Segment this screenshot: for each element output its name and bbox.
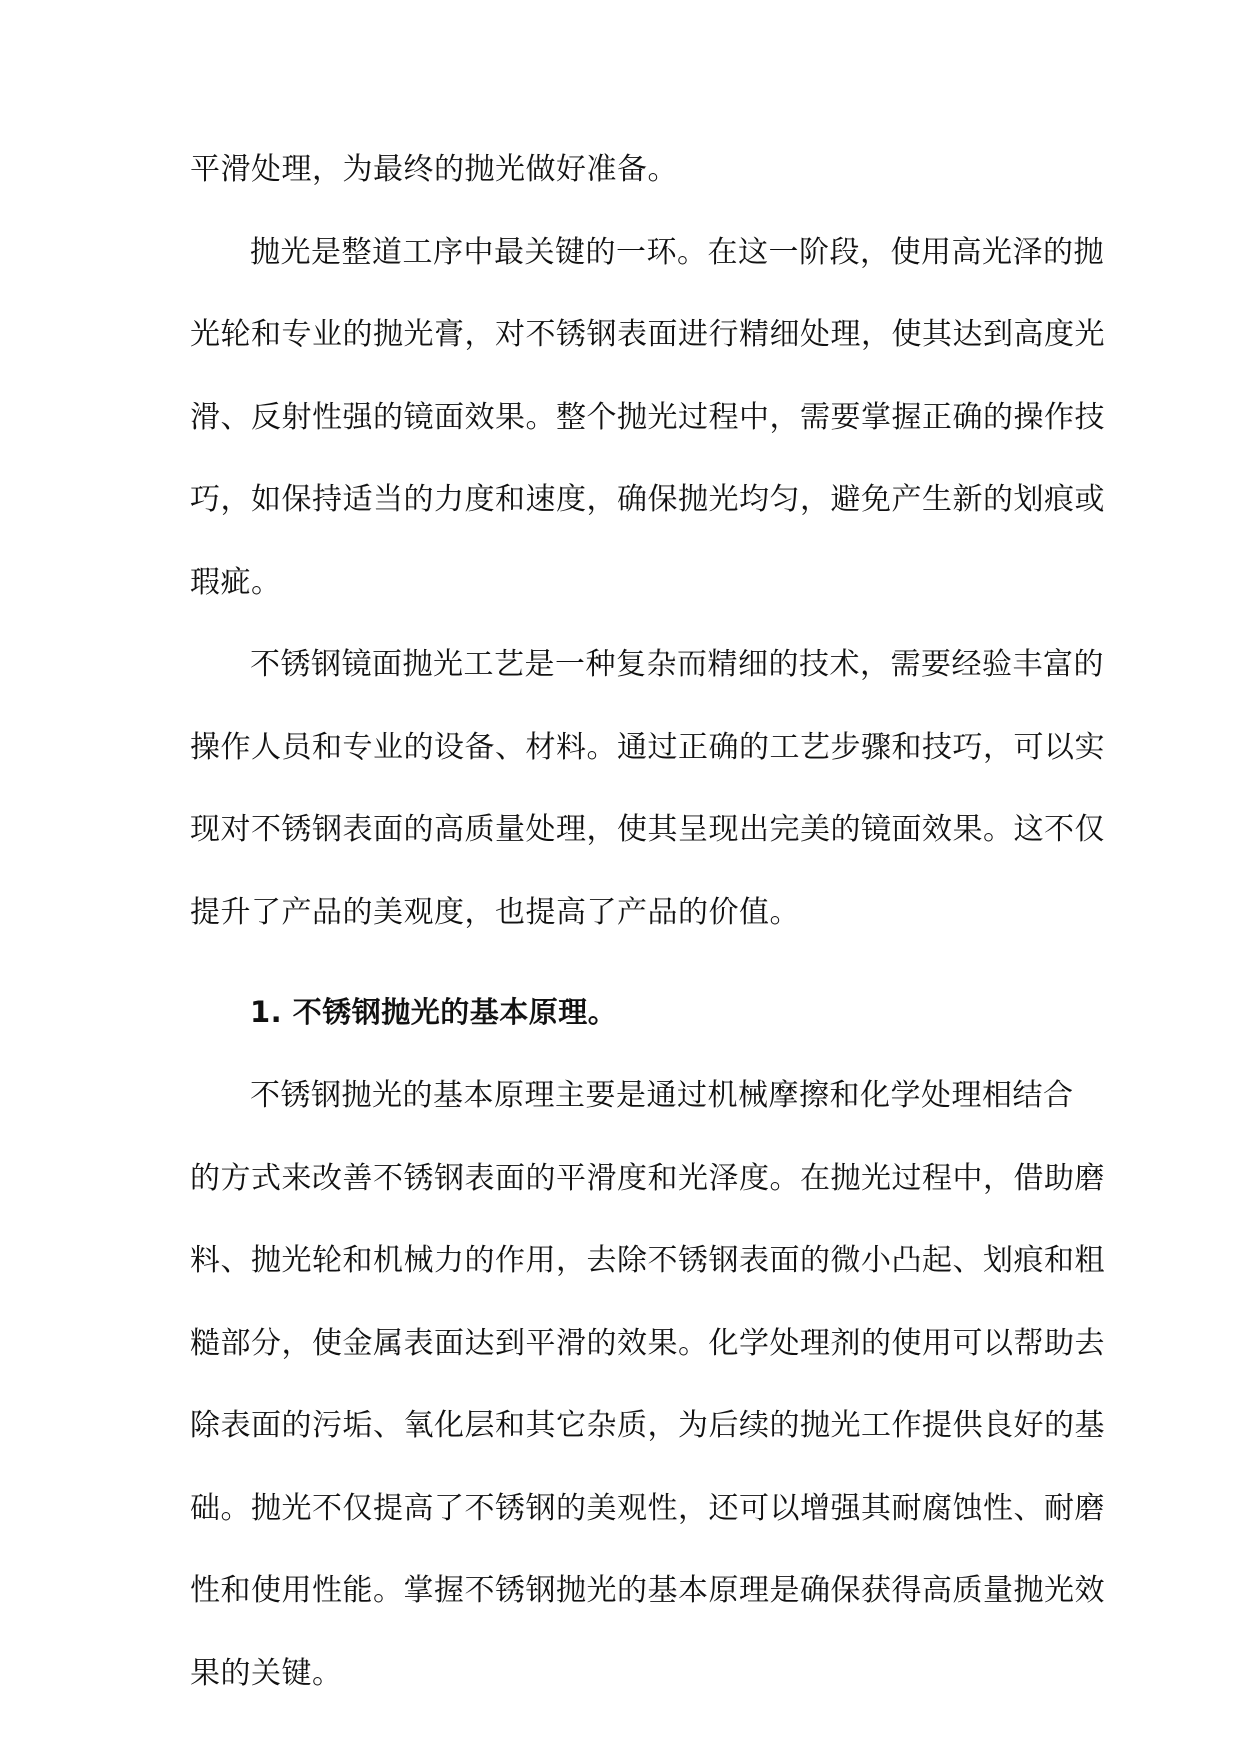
paragraph-line: 不锈钢抛光的基本原理主要是通过机械摩擦和化学处理相结合 bbox=[250, 1078, 1074, 1114]
paragraph-line: 提升了产品的美观度，也提高了产品的价值。 bbox=[190, 894, 800, 930]
paragraph-line: 础。抛光不仅提高了不锈钢的美观性，还可以增强其耐腐蚀性、耐磨 bbox=[190, 1490, 1105, 1526]
paragraph-line: 除表面的污垢、氧化层和其它杂质，为后续的抛光工作提供良好的基 bbox=[190, 1408, 1105, 1444]
paragraph-line: 巧，如保持适当的力度和速度，确保抛光均匀，避免产生新的划痕或 bbox=[190, 482, 1105, 518]
paragraph-line: 果的关键。 bbox=[190, 1656, 343, 1691]
paragraph-line: 不锈钢镜面抛光工艺是一种复杂而精细的技术，需要经验丰富的 bbox=[250, 647, 1104, 683]
paragraph-line: 平滑处理，为最终的抛光做好准备。 bbox=[190, 152, 678, 187]
paragraph-line: 性和使用性能。掌握不锈钢抛光的基本原理是确保获得高质量抛光效 bbox=[190, 1573, 1105, 1609]
paragraph-line: 现对不锈钢表面的高质量处理，使其呈现出完美的镜面效果。这不仅 bbox=[190, 812, 1105, 848]
section-heading: 1. 不锈钢抛光的基本原理。 bbox=[250, 995, 618, 1029]
paragraph-line: 瑕疵。 bbox=[190, 564, 282, 600]
paragraph-line: 糙部分，使金属表面达到平滑的效果。化学处理剂的使用可以帮助去 bbox=[190, 1325, 1105, 1361]
paragraph-line: 的方式来改善不锈钢表面的平滑度和光泽度。在抛光过程中，借助磨 bbox=[190, 1160, 1105, 1196]
paragraph-line: 料、抛光轮和机械力的作用，去除不锈钢表面的微小凸起、划痕和粗 bbox=[190, 1243, 1105, 1279]
paragraph-line: 抛光是整道工序中最关键的一环。在这一阶段，使用高光泽的抛 bbox=[250, 234, 1104, 270]
paragraph-line: 操作人员和专业的设备、材料。通过正确的工艺步骤和技巧，可以实 bbox=[190, 729, 1105, 765]
paragraph-line: 光轮和专业的抛光膏，对不锈钢表面进行精细处理，使其达到高度光 bbox=[190, 317, 1105, 353]
paragraph-line: 滑、反射性强的镜面效果。整个抛光过程中，需要掌握正确的操作技 bbox=[190, 399, 1105, 435]
